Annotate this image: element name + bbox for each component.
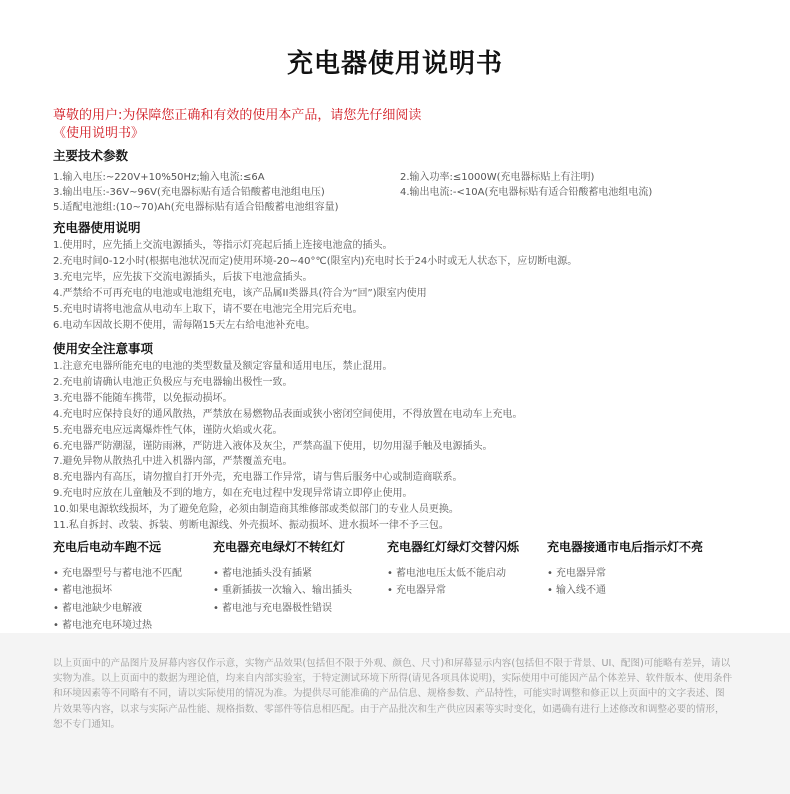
safety-item: 3.充电器不能随车携带，以免振动损坏。 [53,392,233,404]
cause-item [547,565,703,582]
cause-text: 重新插拔一次输入、输出插头 [222,585,352,597]
trouble-column [547,538,703,600]
usage-list [53,238,577,333]
spec-item: 3.输出电压:-36V~96V(充电器标贴有适合铅酸蓄电池组电压) [53,187,325,198]
cause-item [387,582,519,599]
bullet-icon: • [213,568,219,579]
cause-item [53,600,182,617]
disclaimer-text: 以上页面中的产品图片及屏幕内容仅作示意，实物产品效果(包括但不限于外观、颜色、尺寸)和屏幕显示内容(包括但不限于背景、UI、配图)可能略有差异，请以实物为准。以上页面中的数据为理论值，均来自内部实验室，于特定测试环境下所得(请见各项具体说明)，实际使用中可能因产品个体差异、软件版本、使用条件和环境因素等不同略有不同，请以实际使用的情况为准。为提供尽可能准确的产品信息、规格参数、产品特性，可能实时调整和修正以上页面中的文字表述、图片效果等内容，以求与实际产品性能、规格指数、零部件等信息相匹配。由于产品批次和生产供应因素等实时变化，如遇确有进行上述修改和调整必要的情形，恕不专门通知。 [53,658,733,730]
cause-text: 蓄电池与充电器极性错误 [222,602,332,614]
bullet-icon: • [53,568,59,579]
bullet-icon: • [53,619,59,631]
safety-list [53,359,523,534]
cause-text: 充电器异常 [556,568,606,579]
trouble-title: 充电器充电绿灯不转红灯 [213,540,346,554]
bullet-icon: • [547,568,553,579]
usage-item: 6.电动车因故长期不使用，需每隔15天左右给电池补充电。 [53,319,316,331]
cause-item [53,617,182,634]
trouble-title: 充电后电动车跑不远 [53,540,162,554]
trouble-column [53,538,182,634]
cause-item [213,582,352,599]
cause-item [213,565,352,582]
cause-text: 蓄电池损坏 [62,585,112,597]
bullet-icon: • [213,602,219,614]
cause-text: 蓄电池插头没有插紧 [222,568,312,579]
bullet-icon: • [213,585,219,597]
trouble-column [213,538,352,617]
cause-text: 蓄电池充电环境过热 [62,619,152,631]
usage-item: 5.充电时请将电池盒从电动车上取下，请不要在电池完全用完后充电。 [53,303,363,315]
cause-text: 蓄电池电压太低不能启动 [396,568,506,579]
safety-heading: 使用安全注意事项 [53,341,154,356]
trouble-title: 充电器接通市电后指示灯不亮 [547,540,704,554]
bullet-icon: • [53,602,59,614]
trouble-title: 充电器红灯绿灯交替闪烁 [387,540,520,554]
spec-item: 1.输入电压:~220V+10%50Hz;输入电流:≤6A [53,172,265,183]
safety-item: 8.充电器内有高压，请勿擅自打开外壳，充电器工作异常，请与售后服务中心或制造商联系。 [53,472,463,484]
safety-item: 5.充电器充电应远离爆炸性气体，谨防火焰或火花。 [53,424,283,436]
safety-item: 7.避免异物从散热孔中进入机器内部，严禁覆盖充电。 [53,456,293,468]
usage-item: 1.使用时，应先插上交流电源插头，等指示灯亮起后插上连接电池盒的插头。 [53,240,393,251]
safety-item: 11.私自拆封、改装、拆装、剪断电源线、外壳损坏、振动损坏、进水损坏一律不予三包。 [53,520,449,532]
cause-item [53,582,182,599]
bullet-icon: • [387,585,393,597]
bullet-icon: • [53,585,59,597]
disclaimer-panel [0,633,790,794]
cause-text: 充电器异常 [396,585,446,597]
document-title: 充电器使用说明书 [286,49,503,79]
cause-text: 输入线不通 [556,585,606,597]
trouble-column [387,538,519,600]
cause-item [53,565,182,582]
cause-item [387,565,519,582]
cause-text: 蓄电池缺少电解液 [62,602,142,614]
cause-text: 充电器型号与蓄电池不匹配 [62,568,182,579]
cause-item [547,582,703,599]
safety-item: 2.充电前请确认电池正负极应与充电器输出极性一致。 [53,376,293,388]
safety-item: 10.如果电源软线损坏，为了避免危险，必须由制造商其维修部或类似部门的专业人员更换。 [53,504,459,516]
bullet-icon: • [387,568,393,579]
usage-item: 3.充电完毕，应先拔下交流电源插头，后拔下电池盒插头。 [53,271,313,283]
usage-item: 4.严禁给不可再充电的电池或电池组充电，该产品属II类器具(符合为“回”)限室内使用 [53,287,427,299]
safety-item: 9.充电时应放在儿童触及不到的地方，如在充电过程中发现异常请立即停止使用。 [53,488,413,500]
spec-item: 5.适配电池组:(10~70)Ah(充电器标贴有适合铅酸蓄电池组容量) [53,202,339,213]
safety-item: 1.注意充电器所能充电的电池的类型数量及额定容量和适用电压，禁止混用。 [53,361,393,372]
specs-heading: 主要技术参数 [53,148,129,163]
spec-item: 4.输出电流:-<10A(充电器标贴有适合铅酸蓄电池组电流) [400,187,653,198]
safety-item: 4.充电时应保持良好的通风散热，严禁放在易燃物品表面或狭小密闭空间使用，不得放置在电动车上充电。 [53,408,523,420]
cause-item [213,600,352,617]
safety-item: 6.充电器严防潮湿，谨防雨淋，严防进入液体及灰尘，严禁高温下使用，切勿用湿手触及电源插头。 [53,440,493,452]
spec-item: 2.输入功率:≤1000W(充电器标贴上有注明) [400,172,595,183]
user-notice: 尊敬的用户:为保障您正确和有效的使用本产品，请您先仔细阅读《使用说明书》 [53,108,422,141]
bullet-icon: • [547,585,553,597]
usage-item: 2.充电时间0-12小时(根据电池状况而定)使用环境-20~40°℃(限室内)充电时长于24小时或无人状态下，应切断电源。 [53,255,578,267]
usage-heading: 充电器使用说明 [53,220,141,235]
